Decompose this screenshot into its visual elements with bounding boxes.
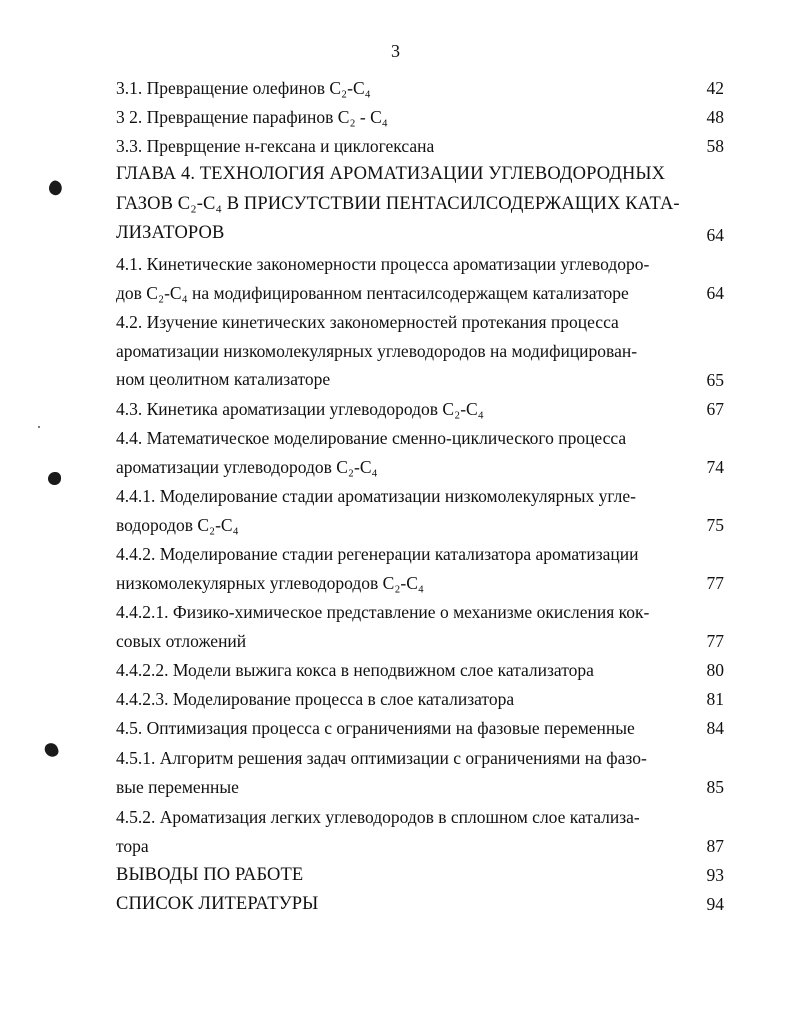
page-number: 3 <box>391 41 400 61</box>
toc-entry-4-4-2-2-page: 80 <box>706 660 724 680</box>
toc-entry-4-4-line-2: ароматизации углеводородов C₂-C₄ <box>116 457 378 477</box>
toc-references-page: 94 <box>706 894 724 914</box>
toc-chapter-4-line-2: ГАЗОВ C₂-C₄ В ПРИСУТСТВИИ ПЕНТАСИЛСОДЕРЖАЩИХ КАТА- <box>116 194 680 214</box>
toc-conclusions-text: ВЫВОДЫ ПО РАБОТЕ <box>116 865 304 885</box>
toc-entry-4-4-2-2-text: 4.4.2.2. Модели выжига кокса в неподвижном слое катализатора <box>116 660 594 680</box>
toc-entry-3-1-page: 42 <box>706 78 724 98</box>
toc-entry-4-4-2-1-page: 77 <box>706 631 724 651</box>
toc-entry-3-3-page: 58 <box>706 136 724 156</box>
toc-entry-4-4-2-line-1: 4.4.2. Моделирование стадии регенерации катализатора ароматизации <box>116 544 639 564</box>
toc-entry-4-2-line-1: 4.2. Изучение кинетических закономерностей протекания процесса <box>116 312 619 332</box>
toc-conclusions-page: 93 <box>706 865 724 885</box>
toc-entry-4-4-page: 74 <box>706 457 724 477</box>
toc-entry-4-4-1-page: 75 <box>706 515 724 535</box>
scan-speck-1 <box>47 179 65 197</box>
toc-entry-4-5-2-line-2: тора <box>116 836 149 856</box>
toc-entry-4-4-1-line-1: 4.4.1. Моделирование стадии ароматизации низкомолекулярных угле- <box>116 486 636 506</box>
toc-entry-4-5-1-page: 85 <box>706 777 724 797</box>
toc-entry-3-2-page: 48 <box>706 107 724 127</box>
toc-entry-4-4-line-1: 4.4. Математическое моделирование сменно-циклического процесса <box>116 428 627 448</box>
toc-entry-4-5-1-line-1: 4.5.1. Алгоритм решения задач оптимизации с ограничениями на фазо- <box>116 748 647 768</box>
scan-speck-2 <box>48 472 61 485</box>
toc-entry-3-2-text: 3 2. Превращение парафинов C₂ - C₄ <box>116 107 388 127</box>
toc-entry-4-4-2-page: 77 <box>706 573 724 593</box>
toc-entry-4-5-text: 4.5. Оптимизация процесса с ограничениями на фазовые переменные <box>116 718 635 738</box>
toc-references-text: СПИСОК ЛИТЕРАТУРЫ <box>116 894 319 914</box>
scan-dot-1 <box>38 426 40 428</box>
toc-entry-4-2-line-3: ном цеолитном катализаторе <box>116 369 331 389</box>
toc-entry-4-4-1-line-2: водородов C₂-C₄ <box>116 515 239 535</box>
toc-entry-3-3-text: 3.3. Преврщение н-гексана и циклогексана <box>116 136 435 156</box>
toc-chapter-4-page: 64 <box>706 225 724 245</box>
toc-entry-4-4-2-1-line-1: 4.4.2.1. Физико-химическое представление о механизме окисления кок- <box>116 602 650 622</box>
toc-entry-4-2-line-2: ароматизации низкомолекулярных углеводородов на модифицирован- <box>116 341 638 361</box>
toc-chapter-4-line-3: ЛИЗАТОРОВ <box>116 223 225 243</box>
toc-entry-4-5-2-page: 87 <box>706 836 724 856</box>
toc-entry-4-4-2-3-text: 4.4.2.3. Моделирование процесса в слое катализатора <box>116 689 515 709</box>
toc-entry-3-1-text: 3.1. Превращение олефинов C₂-C₄ <box>116 78 371 98</box>
toc-entry-4-3-text: 4.3. Кинетика ароматизации углеводородов C₂-C₄ <box>116 399 484 419</box>
toc-entry-4-4-2-3-page: 81 <box>706 689 724 709</box>
toc-entry-4-5-page: 84 <box>706 718 724 738</box>
toc-entry-4-2-page: 65 <box>706 370 724 390</box>
scan-speck-3 <box>43 741 60 759</box>
toc-entry-4-5-2-line-1: 4.5.2. Ароматизация легких углеводородов в сплошном слое катализа- <box>116 807 640 827</box>
toc-entry-4-5-1-line-2: вые переменные <box>116 777 239 797</box>
toc-entry-4-4-2-line-2: низкомолекулярных углеводородов C₂-C₄ <box>116 573 425 593</box>
toc-entry-4-4-2-1-line-2: совых отложений <box>116 631 247 651</box>
toc-chapter-4-line-1: ГЛАВА 4. ТЕХНОЛОГИЯ АРОМАТИЗАЦИИ УГЛЕВОДОРОДНЫХ <box>116 164 666 184</box>
toc-entry-4-1-line-1: 4.1. Кинетические закономерности процесса ароматизации углеводоро- <box>116 254 650 274</box>
toc-entry-4-3-page: 67 <box>706 399 724 419</box>
toc-entry-4-1-page: 64 <box>706 283 724 303</box>
toc-entry-4-1-line-2: дов C₂-C₄ на модифицированном пентасилсодержащем катализаторе <box>116 283 629 303</box>
